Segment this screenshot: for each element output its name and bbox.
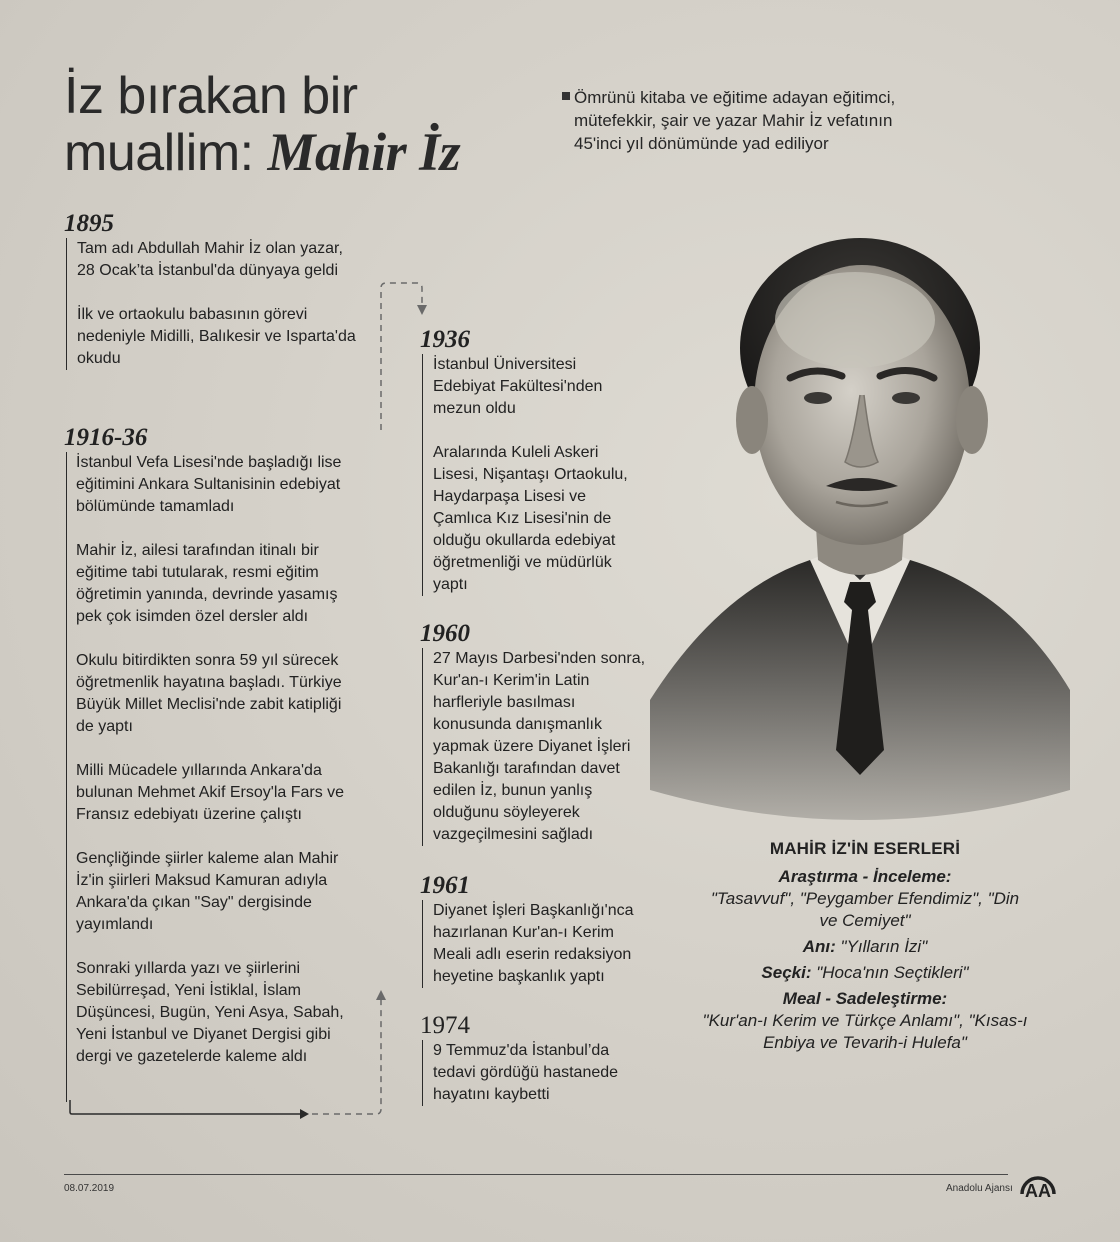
ear-left xyxy=(736,386,768,454)
timeline-entry-1916-36 xyxy=(64,424,354,1068)
title-line-1: İz bırakan bir xyxy=(64,67,358,125)
works-selection-label: Seçki: xyxy=(761,963,812,982)
footer-divider xyxy=(64,1174,1008,1175)
works-memoir-row xyxy=(700,936,1030,958)
works-research-items: "Tasavvuf", "Peygamber Efendimiz", "Din ve Cemiyet" xyxy=(710,889,1020,930)
timeline-body xyxy=(422,648,650,846)
timeline-paragraph: Diyanet İşleri Başkanlığı'nca hazırlanan Kur'an-ı Kerim Meali adlı eserin redaksiyon heyetine başkanlık yaptı xyxy=(433,902,634,985)
timeline-paragraph: Gençliğinde şiirler kaleme alan Mahir İz'in şiirleri Maksud Kamuran adıyla Ankara'da çıkan "Say" dergisinde yayımlandı xyxy=(76,850,339,933)
timeline-paragraph: 9 Temmuz'da İstanbul’da tedavi gördüğü hastanede hayatını kaybetti xyxy=(433,1042,619,1103)
works-memoir-label: Anı: xyxy=(802,937,836,956)
timeline-paragraph: Tam adı Abdullah Mahir İz olan yazar, 28 Ocak’ta İstanbul'da dünyaya geldi xyxy=(77,240,343,279)
timeline-year: 1895 xyxy=(64,210,114,237)
arrow-right-icon xyxy=(300,1109,309,1119)
footer-date: 08.07.2019 xyxy=(64,1183,115,1194)
portrait-photo xyxy=(640,230,1080,830)
title-line-2-prefix: muallim: xyxy=(64,124,268,182)
timeline-paragraph: Sonraki yıllarda yazı ve şiirlerini Sebilürreşad, Yeni İstiklal, İslam Düşüncesi, Bugün, Yeni Asya, Sabah, Yeni İstanbul ve Diyanet Dergisi gibi dergi ve gazetelerde kaleme aldı xyxy=(76,960,344,1065)
timeline-year: 1974 xyxy=(420,1012,470,1039)
works-selection-items: "Hoca'nın Seçtikleri" xyxy=(816,963,969,982)
intro-text: Ömrünü kitaba ve eğitime adayan eğitimci, mütefekkir, şair ve yazar Mahir İz vefatının 45'inci yıl dönümünde yad ediliyor xyxy=(574,88,896,153)
timeline-entry-1961 xyxy=(420,872,650,988)
timeline-year: 1916-36 xyxy=(64,424,148,451)
page-title xyxy=(64,68,460,181)
works-meal-label: Meal - Sadeleştirme: xyxy=(782,989,948,1008)
works-title: MAHİR İZ'İN ESERLERİ xyxy=(769,839,961,858)
timeline-vertical-line xyxy=(66,452,67,1102)
timeline-year: 1961 xyxy=(420,872,470,899)
timeline-paragraph: İlk ve ortaokulu babasının görevi nedeniyle Midilli, Balıkesir ve Isparta'da okudu xyxy=(77,306,356,367)
timeline-body xyxy=(422,354,640,596)
timeline-paragraph: Aralarında Kuleli Askeri Lisesi, Nişantaşı Ortaokulu, Haydarpaşa Lisesi ve Çamlıca Kız Lisesi'nin de olduğu okullarda edebiyat öğretmenliği ve müdürlük yaptı xyxy=(433,444,628,593)
timeline-paragraph: 27 Mayıs Darbesi'nden sonra, Kur'an-ı Kerim'in Latin harfleriyle basılması konusunda danışmanlık yapmak üzere Diyanet İşleri Bakanlığı tarafından davet edilen İz, bunun yanlış olduğunu söyleyerek vazgeçilmesini sağladı xyxy=(433,650,646,843)
timeline-body xyxy=(66,238,364,370)
arrow-down-icon xyxy=(417,305,427,315)
arrow-up-icon xyxy=(376,990,386,1000)
intro-summary xyxy=(564,86,944,155)
footer-agency: Anadolu Ajansı xyxy=(946,1183,1013,1194)
intro-bullet-icon xyxy=(562,92,570,100)
timeline-body xyxy=(422,1040,650,1106)
timeline-paragraph: İstanbul Üniversitesi Edebiyat Fakültesi'nden mezun oldu xyxy=(433,356,603,417)
works-memoir-items: "Yılların İzi" xyxy=(840,937,928,956)
title-name: Mahir İz xyxy=(267,122,461,182)
timeline-entry-1960 xyxy=(420,620,650,846)
ear-right xyxy=(956,386,988,454)
timeline-year: 1936 xyxy=(420,326,470,353)
works-selection-row xyxy=(700,962,1030,984)
anadolu-agency-logo-icon xyxy=(1016,1164,1060,1204)
works-section xyxy=(700,838,1030,1054)
timeline-paragraph: İstanbul Vefa Lisesi'nde başladığı lise eğitimini Ankara Sultanisinin edebiyat bölümünde tamamladı xyxy=(76,454,342,515)
timeline-paragraph: Mahir İz, ailesi tarafından itinalı bir eğitime tabi tutularak, resmi eğitim öğretimin yanında, devrinde yasamış pek çok isimden özel dersler aldı xyxy=(76,542,338,625)
works-meal-items: "Kur'an-ı Kerim ve Türkçe Anlamı", "Kısas-ı Enbiya ve Tevarih-i Hulefa" xyxy=(702,1011,1028,1052)
timeline-paragraph: Okulu bitirdikten sonra 59 yıl sürecek öğretmenlik hayatına başladı. Türkiye Büyük Millet Meclisi'nde zabit katipliği de yaptı xyxy=(76,652,342,735)
timeline-body xyxy=(66,452,354,1068)
timeline-entry-1974 xyxy=(420,1012,650,1106)
logo-text: AA xyxy=(1025,1181,1051,1201)
timeline-entry-1936 xyxy=(420,326,640,596)
timeline-entry-1895 xyxy=(64,210,364,370)
timeline-body xyxy=(422,900,650,988)
timeline-paragraph: Milli Mücadele yıllarında Ankara'da bulunan Mehmet Akif Ersoy'la Fars ve Fransız edebiyatı üzerine çalıştı xyxy=(76,762,345,823)
works-research-label: Araştırma - İnceleme: xyxy=(778,867,952,886)
timeline-year: 1960 xyxy=(420,620,470,647)
